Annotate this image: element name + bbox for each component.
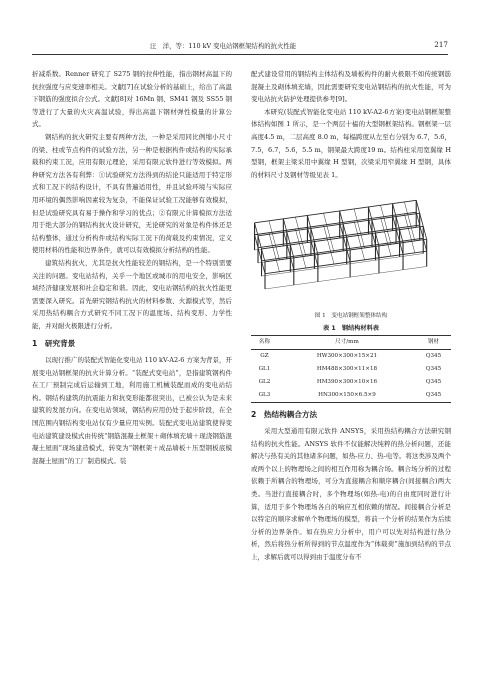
steel-frame-drawing xyxy=(251,189,451,309)
table-row xyxy=(251,363,451,376)
frame-cross-beam xyxy=(416,213,426,252)
table-header-cell: 钢材 xyxy=(416,336,451,350)
frame-cross-beam xyxy=(393,204,403,243)
table-cell: Q345 xyxy=(425,366,442,373)
steel-material-table xyxy=(251,335,451,403)
table-row xyxy=(251,376,451,389)
table-cell: Q345 xyxy=(425,353,442,360)
frame-cross-beam xyxy=(369,207,379,246)
table-cell: HN300×150×6.5×9 xyxy=(278,389,416,403)
right-column xyxy=(251,68,451,563)
table-cell: HM488×300×11×18 xyxy=(316,366,378,373)
page-number: 217 xyxy=(434,40,448,49)
table-header-row xyxy=(251,336,451,350)
frame-secondary-beam xyxy=(404,214,414,253)
frame-main-beam xyxy=(258,225,420,248)
frame-cross-beam xyxy=(340,223,350,262)
frame-cross-beam xyxy=(307,228,317,267)
table-cell: GL3 xyxy=(251,389,278,403)
frame-cross-beam xyxy=(416,201,426,240)
table-header-cell: 名称 xyxy=(251,336,278,350)
table-cell: HW300×300×15×21 xyxy=(316,353,378,360)
table-row xyxy=(251,389,451,403)
paragraph-continued-right: 配式建设常用的钢结构主体结构及墙板构件的耐火极限不如传统钢筋混凝土及砌体填充墙，因此需要研究变电站钢结构的抗火性能，可为变电站抗火防护处理提供参考[9]。 xyxy=(251,70,451,104)
frame-secondary-beam xyxy=(324,225,334,264)
frame-main-beam xyxy=(262,239,424,262)
table-row xyxy=(251,350,451,364)
frame-secondary-beam xyxy=(381,218,391,257)
frame-secondary-beam xyxy=(295,217,305,256)
frame-cross-beam xyxy=(283,231,293,270)
frame-secondary-beam xyxy=(404,202,414,241)
running-header xyxy=(32,40,448,55)
frame-ground-line xyxy=(265,267,427,290)
table-cell: Q345 xyxy=(416,389,451,403)
frame-secondary-beam xyxy=(354,221,364,260)
figure-steel-frame xyxy=(251,189,451,309)
paragraph-background: 以现行推广的装配式智能化变电站 110 kV-A2-6 方案为背景，开展变电站钢框架的抗火计算分析。“装配式变电站”，是指建筑钢构件在工厂预制完成后运输到工地，利用施工机械装配而成的变电站结构。钢结构建筑的抗震能力和抗变形能都很突出，已被公认为是未来建筑的发展方向。在变电站领域，钢结构应用仍处于起步阶段，在全国范围内钢结构变电站仅有少量应用实例。装配式变电站建筑使得变电站建筑建设模式由传统“钢筋混凝土框架＋砌体填充墙＋现浇钢筋混凝土屋面”现场建造模式，转变为“钢框架＋成品墙板＋压型钢板底模混凝土屋面”的工厂制造模式。装 xyxy=(32,356,232,465)
frame-main-beam xyxy=(255,201,417,224)
frame-cross-beam xyxy=(255,223,265,262)
section-heading-2: 2 热结构耦合方法 xyxy=(251,410,318,420)
table-cell: Q345 xyxy=(425,379,442,386)
paragraph-model-description: 本研究(装配式智能化变电站 110 kV-A2-6方案)变电站钢框架整体结构如图 1 所示，是一个两层十榀的大型钢框架结构。钢框架一层高度4.5 m，二层高度 8.0 m，每榀跨度从左至右分别为 6.7，5.6，7.5，6.7，5.6，5.5 m，钢架最大跨度19 m。结构柱采用宽翼缘 H 型钢，框架主梁采用中翼缘 H 型钢，次梁采用窄翼缘 H 型钢，具体的材料尺寸及钢材等级见表 1。 xyxy=(251,107,451,179)
frame-cross-beam xyxy=(369,219,379,258)
frame-main-beam xyxy=(255,213,417,236)
frame-secondary-beam xyxy=(354,209,364,248)
table-cell: GL1 xyxy=(258,366,271,373)
frame-secondary-beam xyxy=(324,214,334,253)
paragraph-fire-importance: 建筑结构抗火，尤其是抗火性能较差的钢结构，是一个特别需要关注的问题。变电站结构，关乎一个地区或城市的用电安全，影响区域经济健康发展和社会稳定和谐。因此，变电站钢结构的抗火性能更需要深入研究。首先研究钢结构抗火的材料参数、火源模式等，然后采用热结构耦合方式研究不同工况下的温度场、结构变形、力学性能，并对耐火极限进行分析。 xyxy=(32,258,232,330)
figure-caption: 图 1 变电站钢框架整体结构 xyxy=(314,313,388,320)
paragraph-coupling-method: 采用大型通用有限元软件 ANSYS，采用热结构耦合方法研究钢结构的抗火性能。ANSYS 软件不仅能解决纯粹的热分析问题，还能解决与热有关的其他诸多问题，如热-应力、热-电等。将这类涉及两个或两个以上的物理场之间的相互作用称为耦合场。耦合场分析的过程依赖于所耦合的物理场，可分为直接耦合和顺序耦合(间接耦合)两大类。当进行直接耦合时，多个物理场(如热-电)的自由度同时进行计算，适用于多个物理场各自的响应互相依赖的情况。间接耦合分析是以特定的顺序求解单个物理场的模型，将前一个分析的结果作为后续分析的边界条件。如在热应力分析中，用户可以先对结构进行热分析，然后将热分析所得到的节点温度作为“体载荷”施加到结构的节点上，求解后就可以得到由于温度分布不 xyxy=(251,426,451,561)
frame-ground-line xyxy=(262,254,424,277)
frame-cross-beam xyxy=(255,235,265,274)
frame-ground-line xyxy=(255,228,417,251)
table-title: 表 1 钢结构材料表 xyxy=(323,325,379,333)
paragraph-continued: 折减系数。Renner 研究了 S275 钢的拉伸性能，指出钢材高温下的抗拉强度与应变速率相关。文献[7]在试验分析的基础上，给出了高温下钢筋的强度拟合公式。文献[8]对 16Mn 钢、SM41 钢及 SS55 钢等进行了大量的火灾高温试验，得出高温下钢材弹性模量的计算公式。 xyxy=(32,70,232,129)
left-column xyxy=(32,68,232,467)
frame-cross-beam xyxy=(340,211,350,250)
frame-cross-beam xyxy=(283,219,293,258)
frame-cross-beam xyxy=(393,216,403,255)
frame-main-beam xyxy=(265,251,427,274)
frame-secondary-beam xyxy=(269,221,279,260)
section-heading-1: 1 研究背景 xyxy=(32,339,76,349)
frame-secondary-beam xyxy=(381,206,391,245)
frame-main-beam xyxy=(258,214,420,237)
paragraph-research-methods: 钢结构的抗火研究主要有两种方法，一种是采用同比例缩小尺寸的梁、柱或节点构件的试验方法，另一种是根据构件或结构的实际承载和约束工况，应用有限元理论，采用有限元软件进行等效模拟。两种研究方法各有利弊：①试验研究方法得到的结论只能适用于特定形式和工况下的结构设计，不具有普遍适用性，并且试验环境与实际应用环境的偶然影响因素较为复杂，不能保证试验工况能够有效模拟，但是试验研究具有易于操作和学习的优点；②有限元计算模拟方法适用于绝大部分的钢结构抗火设计研究，无论研究的对象是构件体还是结构整体，通过分析构件或结构实际工况下的荷载及约束情况，定义使用材料的性能和边界条件，就可以有效模拟分析结构的性能。 xyxy=(32,132,232,255)
frame-secondary-beam xyxy=(269,233,279,272)
table-cell: GZ xyxy=(260,353,269,360)
frame-secondary-beam xyxy=(295,229,305,268)
table-cell: HM390×300×10×16 xyxy=(316,379,378,386)
table-cell: GL2 xyxy=(258,379,271,386)
running-title: 汪 洋，等：110 kV 变电站钢框架结构的抗火性能 xyxy=(150,42,297,50)
frame-ground-line xyxy=(258,241,420,264)
frame-cross-beam xyxy=(307,216,317,255)
table-header-cell: 尺寸/mm xyxy=(278,336,416,350)
